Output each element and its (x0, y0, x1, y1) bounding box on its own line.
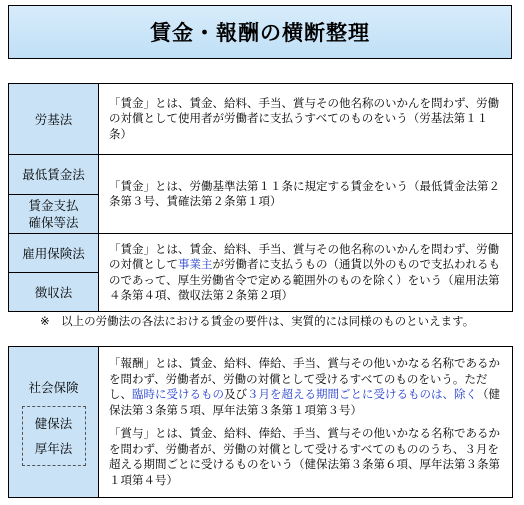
sub-label-box (22, 406, 86, 466)
remuneration-table (8, 346, 513, 498)
row-description (99, 155, 512, 233)
text-part: 「賃金」とは、賃金、給料、手当、賞与その他名称のいかんを問わず、労働の対償として (109, 241, 500, 271)
wage-definition-table (8, 83, 513, 312)
table-row (9, 84, 512, 154)
label-social-insurance: 社会保険 (28, 379, 79, 395)
label-labor-standards-act: 労基法 (34, 111, 73, 127)
table-row (9, 233, 512, 311)
table-row (9, 154, 512, 233)
row-label-group (9, 155, 99, 233)
highlight-employer: 事業主 (178, 257, 213, 271)
definition-text (109, 242, 504, 304)
text-part: が労働者に支払うもの（通貨以外のもので支払われるものであって、厚生労働省令で定める範囲外のものを除く）をいう（雇用法第４条第４項、徴収法第２条第２項） (109, 257, 500, 302)
table-row (9, 347, 512, 497)
bonus-definition: 「賞与」とは、賃金、給料、俸給、手当、賞与その他いかなる名称であるかを問わず、労働者が、労働の対償として受けるすべてのもののうち、３月を超える期間ごとに受けるものをいう（健保法第３条第６項、厚年法第３条第１項第４号） (109, 426, 500, 487)
row-description (99, 347, 512, 497)
label-health-insurance-act: 健保法 (34, 415, 73, 431)
footnote: ※ 以上の労働法の各法における賃金の要件は、実質的には同様のものといえます。 (40, 314, 475, 328)
label-employment-insurance-act: 雇用保険法 (22, 245, 85, 261)
label-wage-payment-act: 賃金支払 確保等法 (9, 194, 98, 234)
row-description (99, 234, 512, 311)
page-title: 賃金・報酬の横断整理 (8, 5, 512, 59)
text-part: 及び (224, 387, 247, 401)
row-label-group (9, 84, 99, 154)
label-collection-act: 徴収法 (9, 272, 98, 311)
definition-text: 「賃金」とは、労働基準法第１１条に規定する賃金をいう（最低賃金法第２条第３号、賃確法第２条第１項） (109, 178, 500, 208)
remuneration-definition (109, 356, 504, 418)
text-part: （健保法第３条第５項、厚年法第３条第１項第３号） (109, 387, 500, 417)
highlight-three-months: ３月を超える期間ごとに受けるものは、除く (247, 387, 477, 401)
highlight-temporary: 臨時に受けるもの (132, 387, 224, 401)
label-minimum-wage-act: 最低賃金法 (22, 166, 85, 182)
label-pension-act: 厚年法 (34, 440, 73, 456)
row-label-group (9, 347, 99, 497)
row-description (99, 84, 512, 154)
definition-text: 「賃金」とは、賃金、給料、手当、賞与その他名称のいかんを問わず、労働の対償として使用者が労働者に支払うすべてのものをいう（労基法第１１条） (109, 95, 500, 141)
row-label-group (9, 234, 99, 311)
text-part: 「報酬」とは、賃金、給料、俸給、手当、賞与その他いかなる名称であるかを問わず、労働者が、労働の対償として受けるすべてのものをいう。ただし、 (109, 356, 500, 401)
